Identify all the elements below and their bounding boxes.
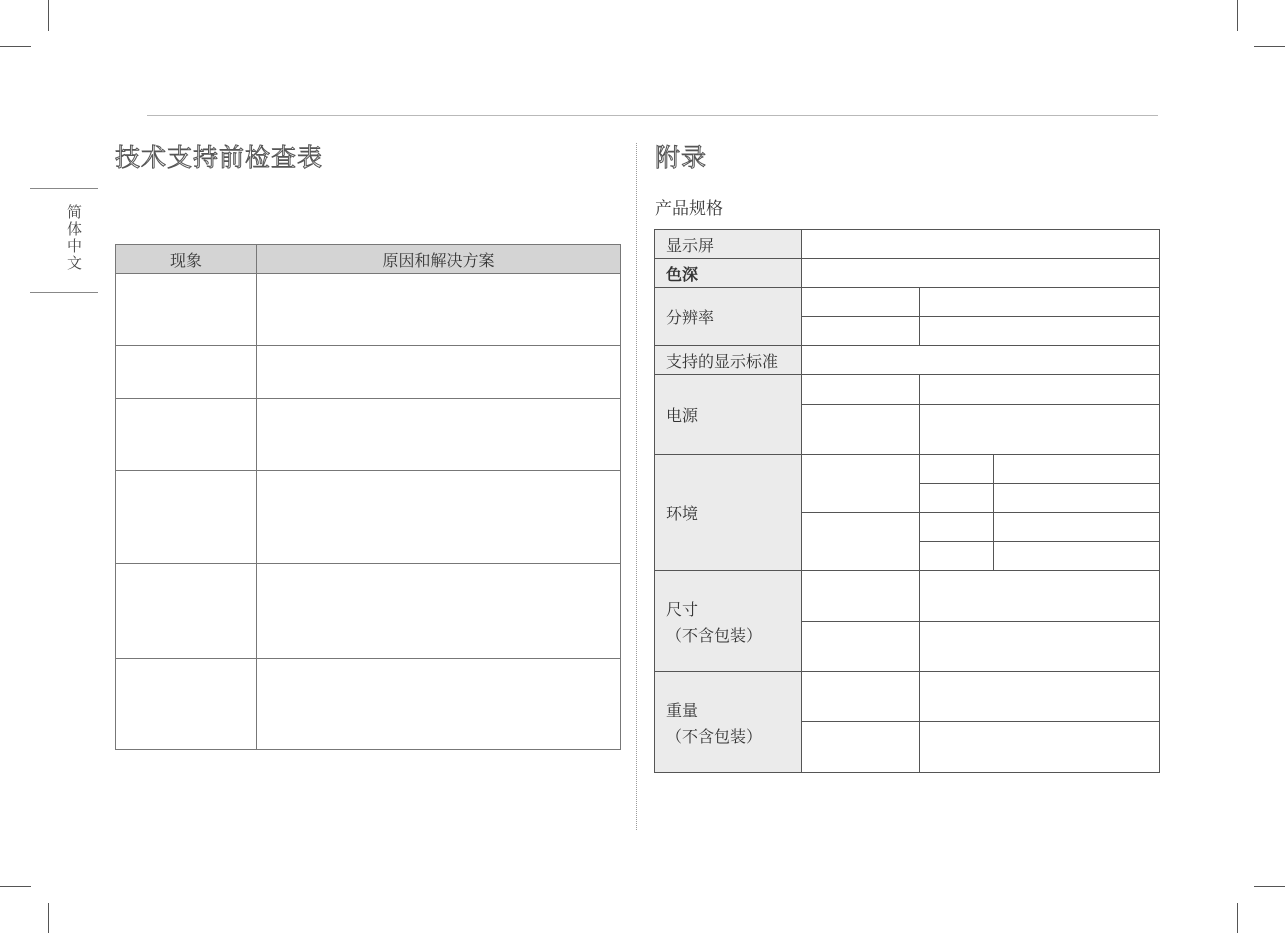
table-row <box>116 274 621 346</box>
appendix-heading: 附录 <box>655 143 708 172</box>
crop-mark <box>48 0 49 31</box>
table-row <box>116 659 621 750</box>
crop-mark <box>48 903 49 933</box>
spec-label-color-depth: 色深 <box>655 259 802 288</box>
column-header-solution: 原因和解决方案 <box>257 245 621 274</box>
crop-mark <box>0 46 31 47</box>
column-divider <box>636 143 637 830</box>
crop-mark <box>0 886 31 887</box>
table-row <box>116 346 621 399</box>
crop-mark <box>1254 886 1285 887</box>
spec-row-display-standard <box>655 346 1160 375</box>
spec-label-display-standard: 支持的显示标准 <box>655 346 802 375</box>
spec-row-weight <box>655 672 1160 722</box>
language-tab-label: 简体中文 <box>65 204 83 272</box>
spec-label-dimensions <box>655 571 802 672</box>
spec-row-dimensions <box>655 571 1160 622</box>
crop-mark <box>1237 903 1238 933</box>
table-row <box>116 564 621 659</box>
spec-label-dimensions-line1: 尺寸 <box>666 599 699 619</box>
spec-label-resolution: 分辨率 <box>655 288 802 346</box>
spec-label-power: 电源 <box>655 375 802 455</box>
specifications-subheading: 产品规格 <box>655 199 723 219</box>
specifications-table <box>654 229 1160 773</box>
spec-row-resolution <box>655 288 1160 317</box>
checklist-heading: 技术支持前检查表 <box>115 143 324 172</box>
header-rule <box>147 115 1158 116</box>
table-row <box>116 471 621 564</box>
table-row <box>116 399 621 471</box>
spec-label-weight <box>655 672 802 773</box>
column-header-symptom: 现象 <box>116 245 257 274</box>
spec-row-color-depth <box>655 259 1160 288</box>
spec-label-weight-line1: 重量 <box>666 700 699 720</box>
spec-label-environment: 环境 <box>655 455 802 571</box>
spec-row-environment <box>655 455 1160 484</box>
crop-mark <box>1237 0 1238 31</box>
spec-row-power <box>655 375 1160 405</box>
crop-mark <box>1254 46 1285 47</box>
checklist-table <box>115 244 621 750</box>
spec-label-dimensions-line2: （不含包装） <box>666 625 763 645</box>
spec-label-weight-line2: （不含包装） <box>666 726 763 746</box>
spec-row-display <box>655 230 1160 259</box>
spec-label-display: 显示屏 <box>655 230 802 259</box>
table-header-row <box>116 245 621 274</box>
